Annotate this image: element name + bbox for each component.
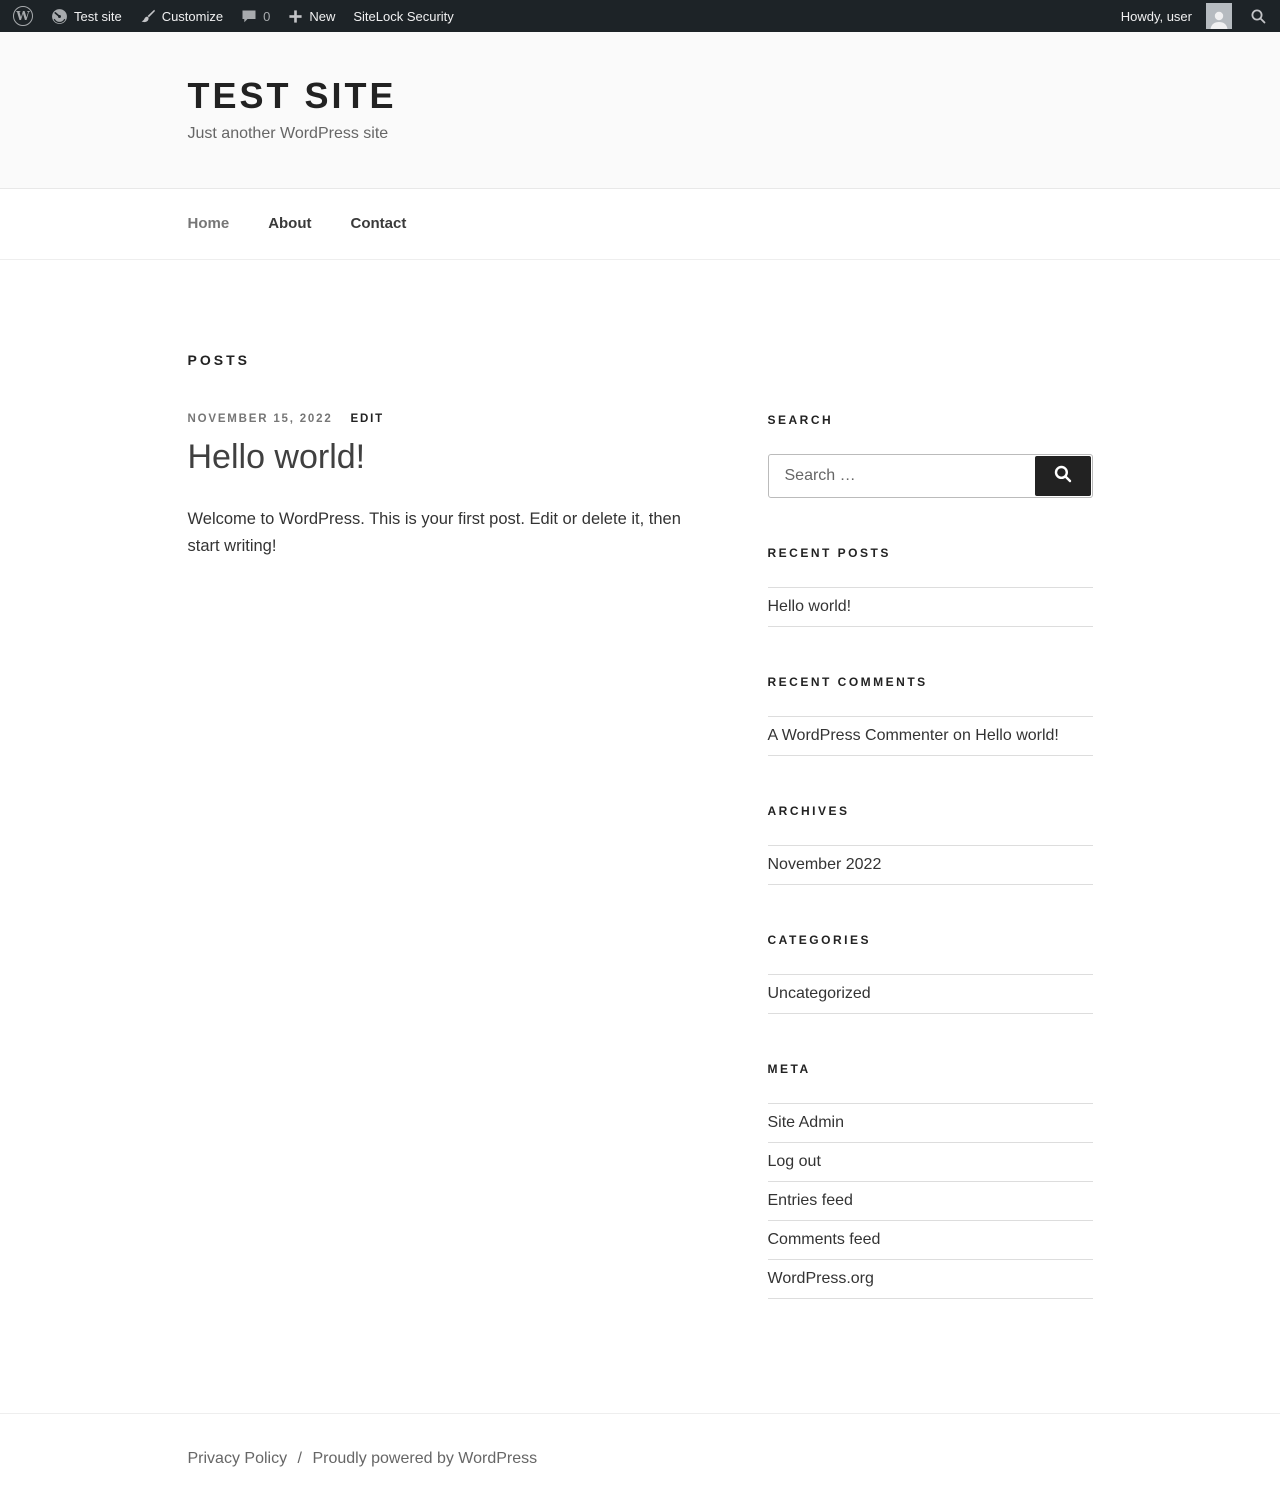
search-widget-title: SEARCH [767, 412, 834, 427]
new-label: New [309, 8, 336, 24]
search-magnifier-icon [1053, 464, 1073, 487]
posts-column [188, 413, 713, 1299]
new-content-button[interactable] [279, 0, 344, 32]
customize-brush-icon [140, 8, 156, 24]
admin-bar-site-name: Test site [74, 8, 122, 24]
list-item [768, 1143, 1093, 1182]
sitelock-security-button[interactable] [344, 0, 462, 32]
meta-comments-feed-link[interactable]: Comments feed [767, 1230, 881, 1248]
meta-site-admin-link[interactable]: Site Admin [767, 1113, 844, 1131]
howdy-greeting: Howdy, user [1120, 8, 1192, 24]
categories-widget [768, 933, 1093, 1014]
my-account-button[interactable] [1112, 0, 1241, 32]
post-edit-link[interactable]: EDIT [350, 412, 384, 425]
post-title-link[interactable]: Hello world! [187, 437, 366, 476]
plus-icon [288, 9, 303, 24]
list-item [768, 1104, 1093, 1143]
archives-title: ARCHIVES [767, 803, 850, 818]
dashboard-gauge-icon [51, 8, 68, 25]
list-item [768, 1260, 1093, 1299]
post-article [188, 413, 713, 560]
nav-link-about[interactable]: About [268, 214, 312, 232]
archives-widget [768, 804, 1093, 885]
post-meta [188, 413, 713, 425]
list-item [768, 1182, 1093, 1221]
privacy-policy-link[interactable]: Privacy Policy [187, 1449, 288, 1467]
admin-bar [0, 0, 1280, 32]
wordpress-menu-button[interactable] [4, 0, 42, 32]
comments-button[interactable] [232, 0, 279, 32]
main-content [0, 260, 1280, 1413]
page-title: POSTS [187, 351, 250, 368]
customize-button[interactable] [131, 0, 232, 32]
meta-entries-feed-link[interactable]: Entries feed [767, 1191, 853, 1209]
site-tagline: Just another WordPress site [187, 124, 389, 142]
meta-log-out-link[interactable]: Log out [767, 1152, 821, 1170]
search-submit-button[interactable] [1035, 456, 1091, 496]
customize-label: Customize [161, 8, 224, 24]
list-item [768, 717, 1093, 756]
post-date-link[interactable]: NOVEMBER 15, 2022 [187, 412, 333, 425]
recent-post-link[interactable]: Hello world! [767, 597, 852, 615]
recent-posts-title: RECENT POSTS [767, 545, 891, 560]
categories-title: CATEGORIES [767, 932, 871, 947]
comment-post-link[interactable]: Hello world! [975, 726, 1059, 744]
search-widget [768, 413, 1093, 498]
recent-comments-title: RECENT COMMENTS [767, 674, 928, 689]
admin-bar-search-button[interactable] [1241, 0, 1276, 32]
comment-connector: on [948, 726, 976, 744]
nav-item-contact [351, 189, 407, 259]
archive-link[interactable]: November 2022 [767, 855, 882, 873]
footer-separator: / [297, 1449, 302, 1467]
primary-navigation [0, 189, 1280, 260]
category-link[interactable]: Uncategorized [767, 984, 871, 1002]
nav-item-home [188, 189, 230, 259]
site-header [0, 32, 1280, 189]
admin-bar-site-link[interactable] [42, 0, 131, 32]
list-item [768, 975, 1093, 1014]
comments-count: 0 [263, 8, 271, 24]
meta-wordpress-org-link[interactable]: WordPress.org [767, 1269, 874, 1287]
search-form [768, 454, 1093, 498]
comment-author-link[interactable]: A WordPress Commenter [767, 726, 949, 744]
nav-link-home[interactable]: Home [187, 214, 230, 232]
powered-by-link[interactable]: Proudly powered by WordPress [312, 1449, 538, 1467]
sidebar [768, 413, 1093, 1299]
recent-comments-widget [768, 675, 1093, 756]
recent-posts-widget [768, 546, 1093, 627]
list-item [768, 1221, 1093, 1260]
post-title [188, 438, 713, 477]
nav-item-about [268, 189, 311, 259]
search-icon [1250, 8, 1267, 25]
list-item [768, 846, 1093, 885]
nav-link-contact[interactable]: Contact [350, 214, 407, 232]
site-footer [0, 1413, 1280, 1510]
comments-bubble-icon [241, 8, 257, 24]
list-item [768, 588, 1093, 627]
sitelock-label: SiteLock Security [353, 8, 454, 24]
avatar [1206, 3, 1232, 29]
post-body: Welcome to WordPress. This is your first post. Edit or delete it, then start writing! [187, 509, 681, 555]
site-title[interactable]: TEST SITE [187, 75, 397, 116]
meta-widget [768, 1062, 1093, 1299]
meta-title: META [767, 1061, 811, 1076]
wordpress-logo-icon: W [13, 6, 33, 26]
